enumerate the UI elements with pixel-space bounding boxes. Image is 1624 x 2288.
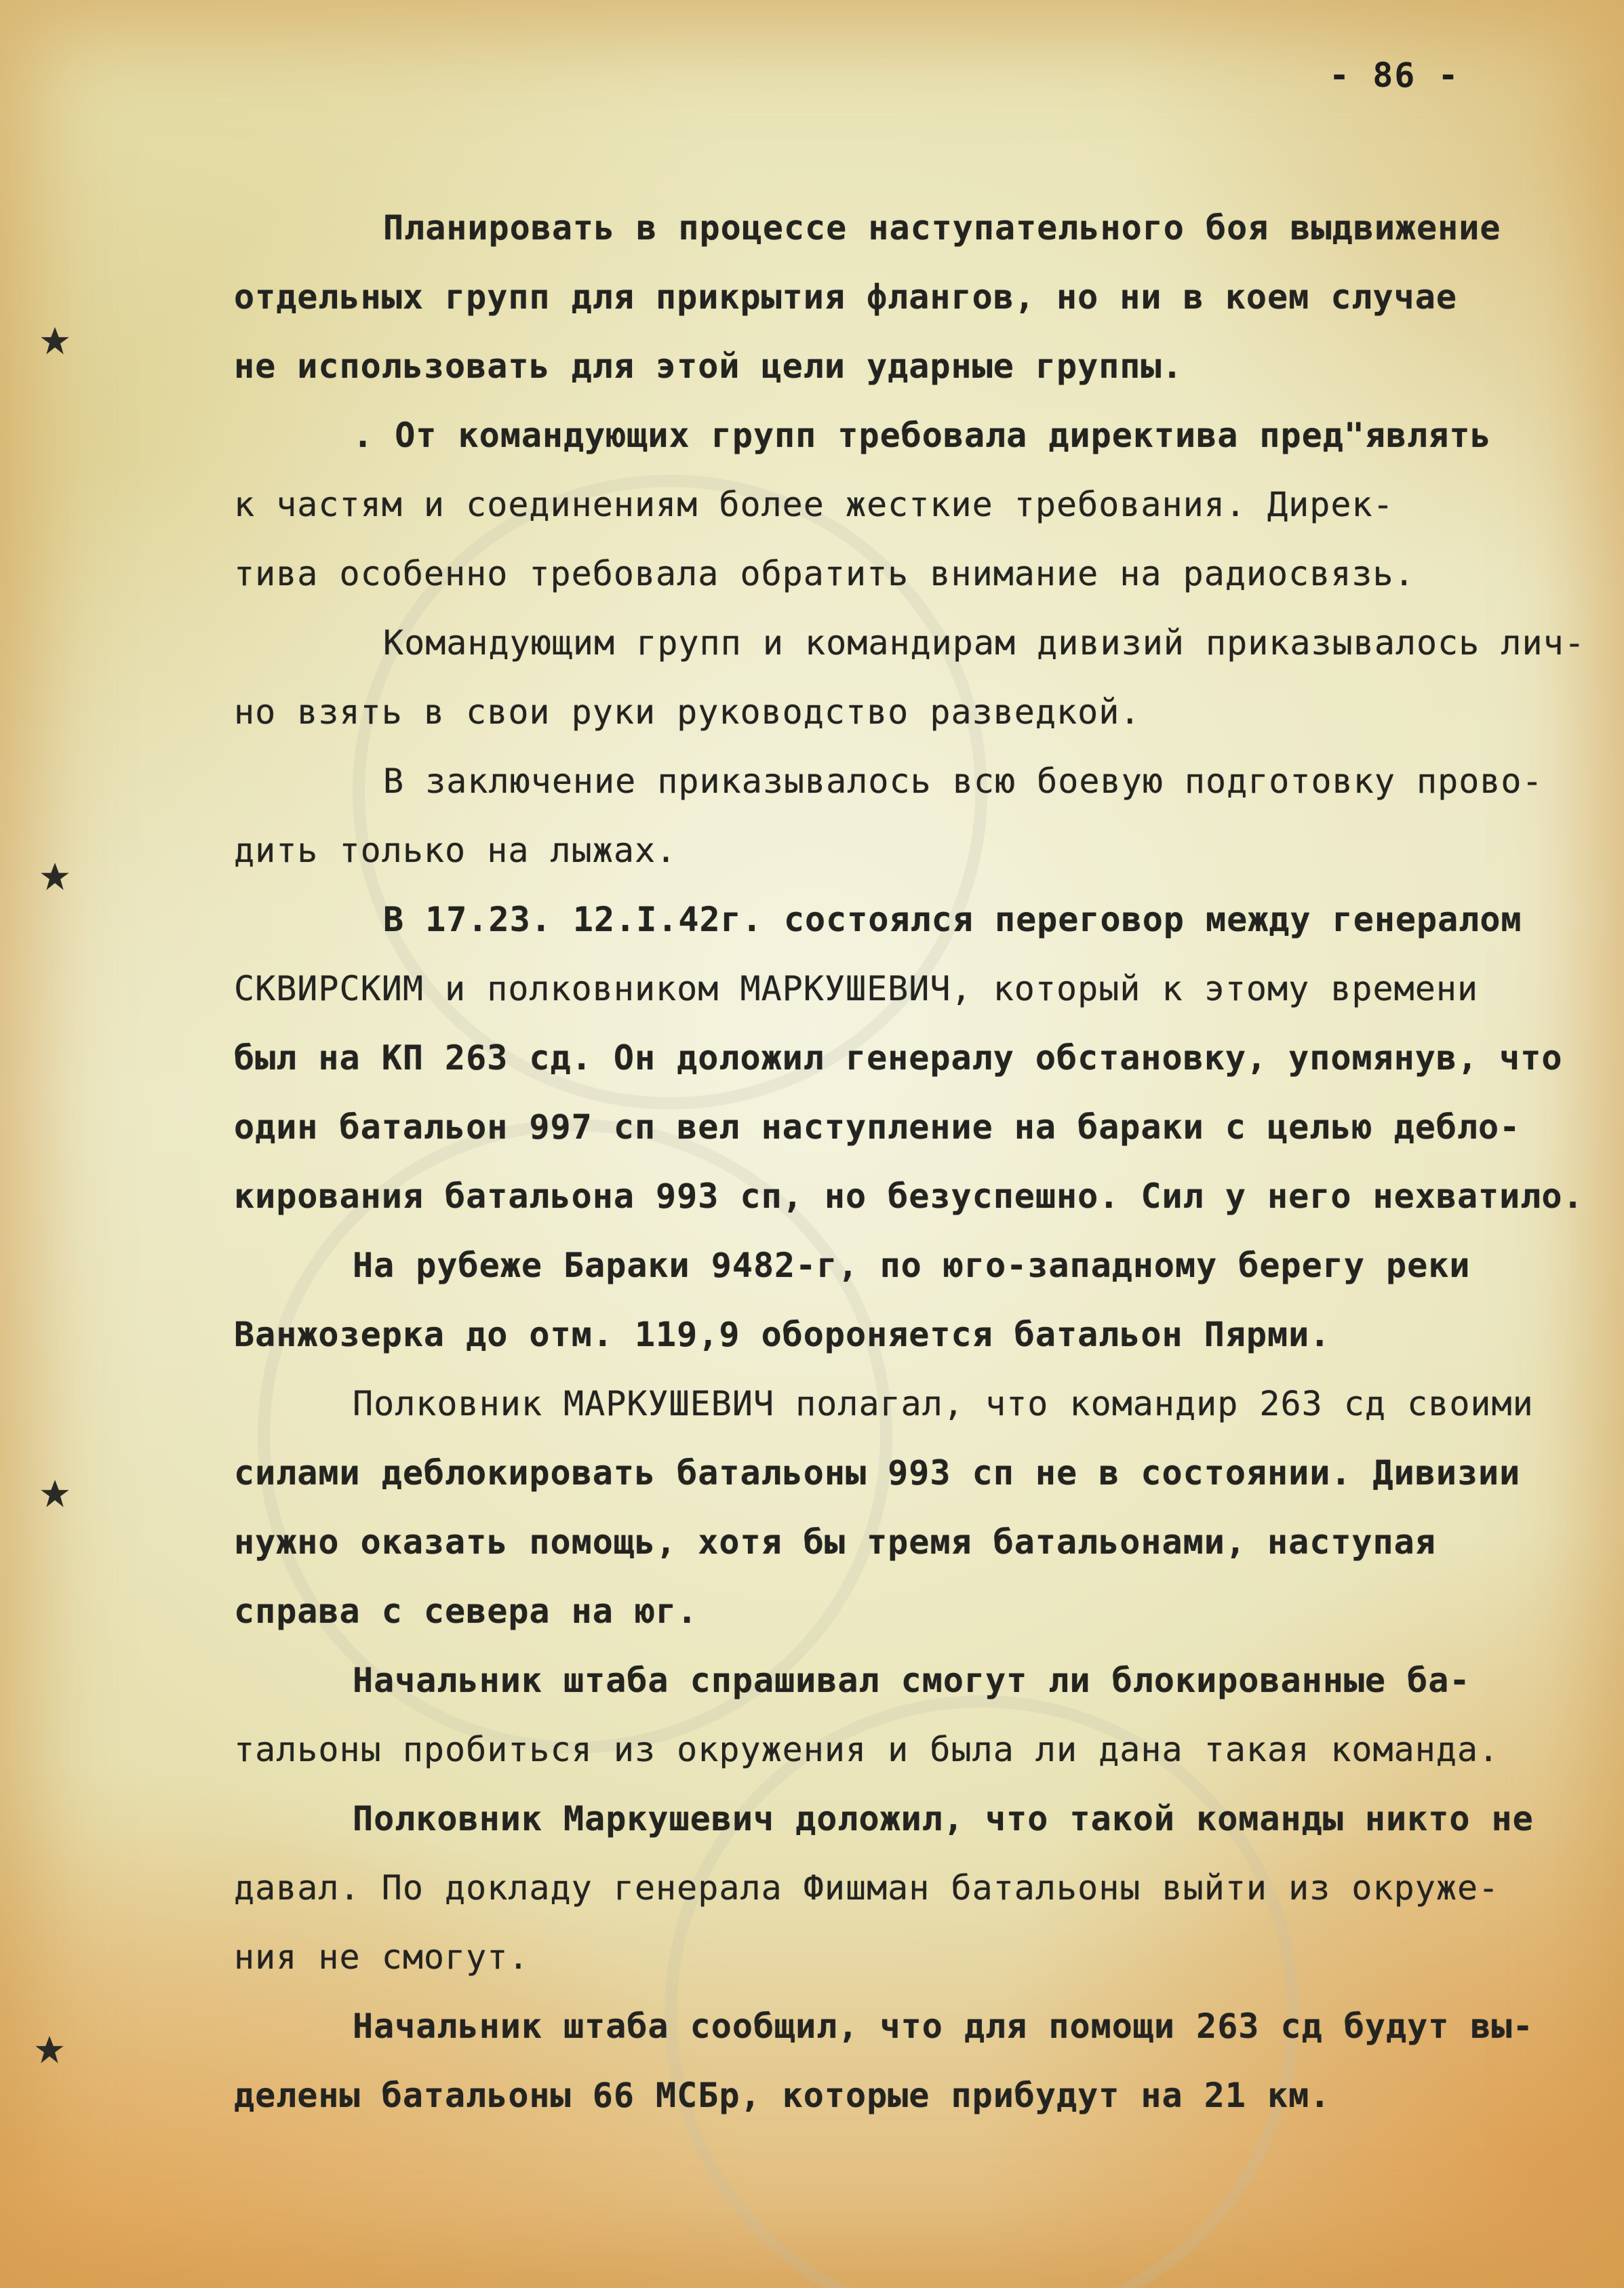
text-line: один батальон 997 сп вел наступление на бараки с целью дебло-	[234, 1107, 1521, 1147]
text-line: В заключение приказывалось всю боевую подготовку прово-	[383, 762, 1543, 801]
text-line: Полковник Маркушевич доложил, что такой команды никто не	[353, 1799, 1534, 1838]
text-line: дить только на лыжах.	[234, 831, 677, 870]
text-line: тива особенно требовала обратить внимание на радиосвязь.	[234, 554, 1415, 593]
document-text	[234, 193, 1583, 2130]
page-number: - 86 -	[1329, 56, 1460, 95]
text-line: Полковник МАРКУШЕВИЧ полагал, что командир 263 сд своими	[353, 1384, 1534, 1423]
text-line: Начальник штаба спрашивал смогут ли блокированные ба-	[353, 1661, 1471, 1700]
star-stamp-icon	[39, 326, 71, 357]
star-stamp-icon	[39, 1478, 71, 1510]
text-line: отдельных групп для прикрытия флангов, но ни в коем случае	[234, 277, 1457, 317]
text-line: был на КП 263 сд. Он доложил генералу обстановку, упомянув, что	[234, 1038, 1563, 1078]
text-line: но взять в свои руки руководство разведкой.	[234, 692, 1141, 732]
text-line: На рубеже Бараки 9482-г, по юго-западному берегу реки	[353, 1246, 1471, 1285]
text-line: кирования батальона 993 сп, но безуспешно. Сил у него нехватило.	[234, 1177, 1584, 1216]
star-stamp-icon	[39, 861, 71, 892]
text-line: давал. По докладу генерала Фишман батальоны выйти из окруже-	[234, 1868, 1500, 1908]
text-line: Начальник штаба сообщил, что для помощи 263 сд будут вы-	[353, 2007, 1534, 2046]
text-line: тальоны пробиться из окружения и была ли дана такая команда.	[234, 1730, 1500, 1769]
text-line: Планировать в процессе наступательного боя выдвижение	[383, 208, 1501, 248]
text-line: к частям и соединениям более жесткие требования. Дирек-	[234, 485, 1394, 524]
text-line: справа с севера на юг.	[234, 1592, 698, 1631]
text-line: Ванжозерка до отм. 119,9 обороняется батальон Пярми.	[234, 1315, 1331, 1354]
text-line: не использовать для этой цели ударные группы.	[234, 347, 1183, 386]
text-line: силами деблокировать батальоны 993 сп не в состоянии. Дивизии	[234, 1453, 1521, 1493]
text-line: СКВИРСКИМ и полковником МАРКУШЕВИЧ, который к этому времени	[234, 969, 1479, 1008]
text-line: . От командующих групп требовала директива пред"являть	[353, 416, 1492, 455]
text-line: Командующим групп и командирам дивизий приказывалось лич-	[383, 623, 1585, 663]
text-line: делены батальоны 66 МСБр, которые прибудут на 21 км.	[234, 2076, 1331, 2115]
text-line: ния не смогут.	[234, 1937, 530, 1977]
text-line: нужно оказать помощь, хотя бы тремя батальонами, наступая	[234, 1522, 1436, 1562]
star-stamp-icon	[34, 2034, 65, 2066]
text-line: В 17.23. 12.I.42г. состоялся переговор между генералом	[383, 900, 1522, 939]
